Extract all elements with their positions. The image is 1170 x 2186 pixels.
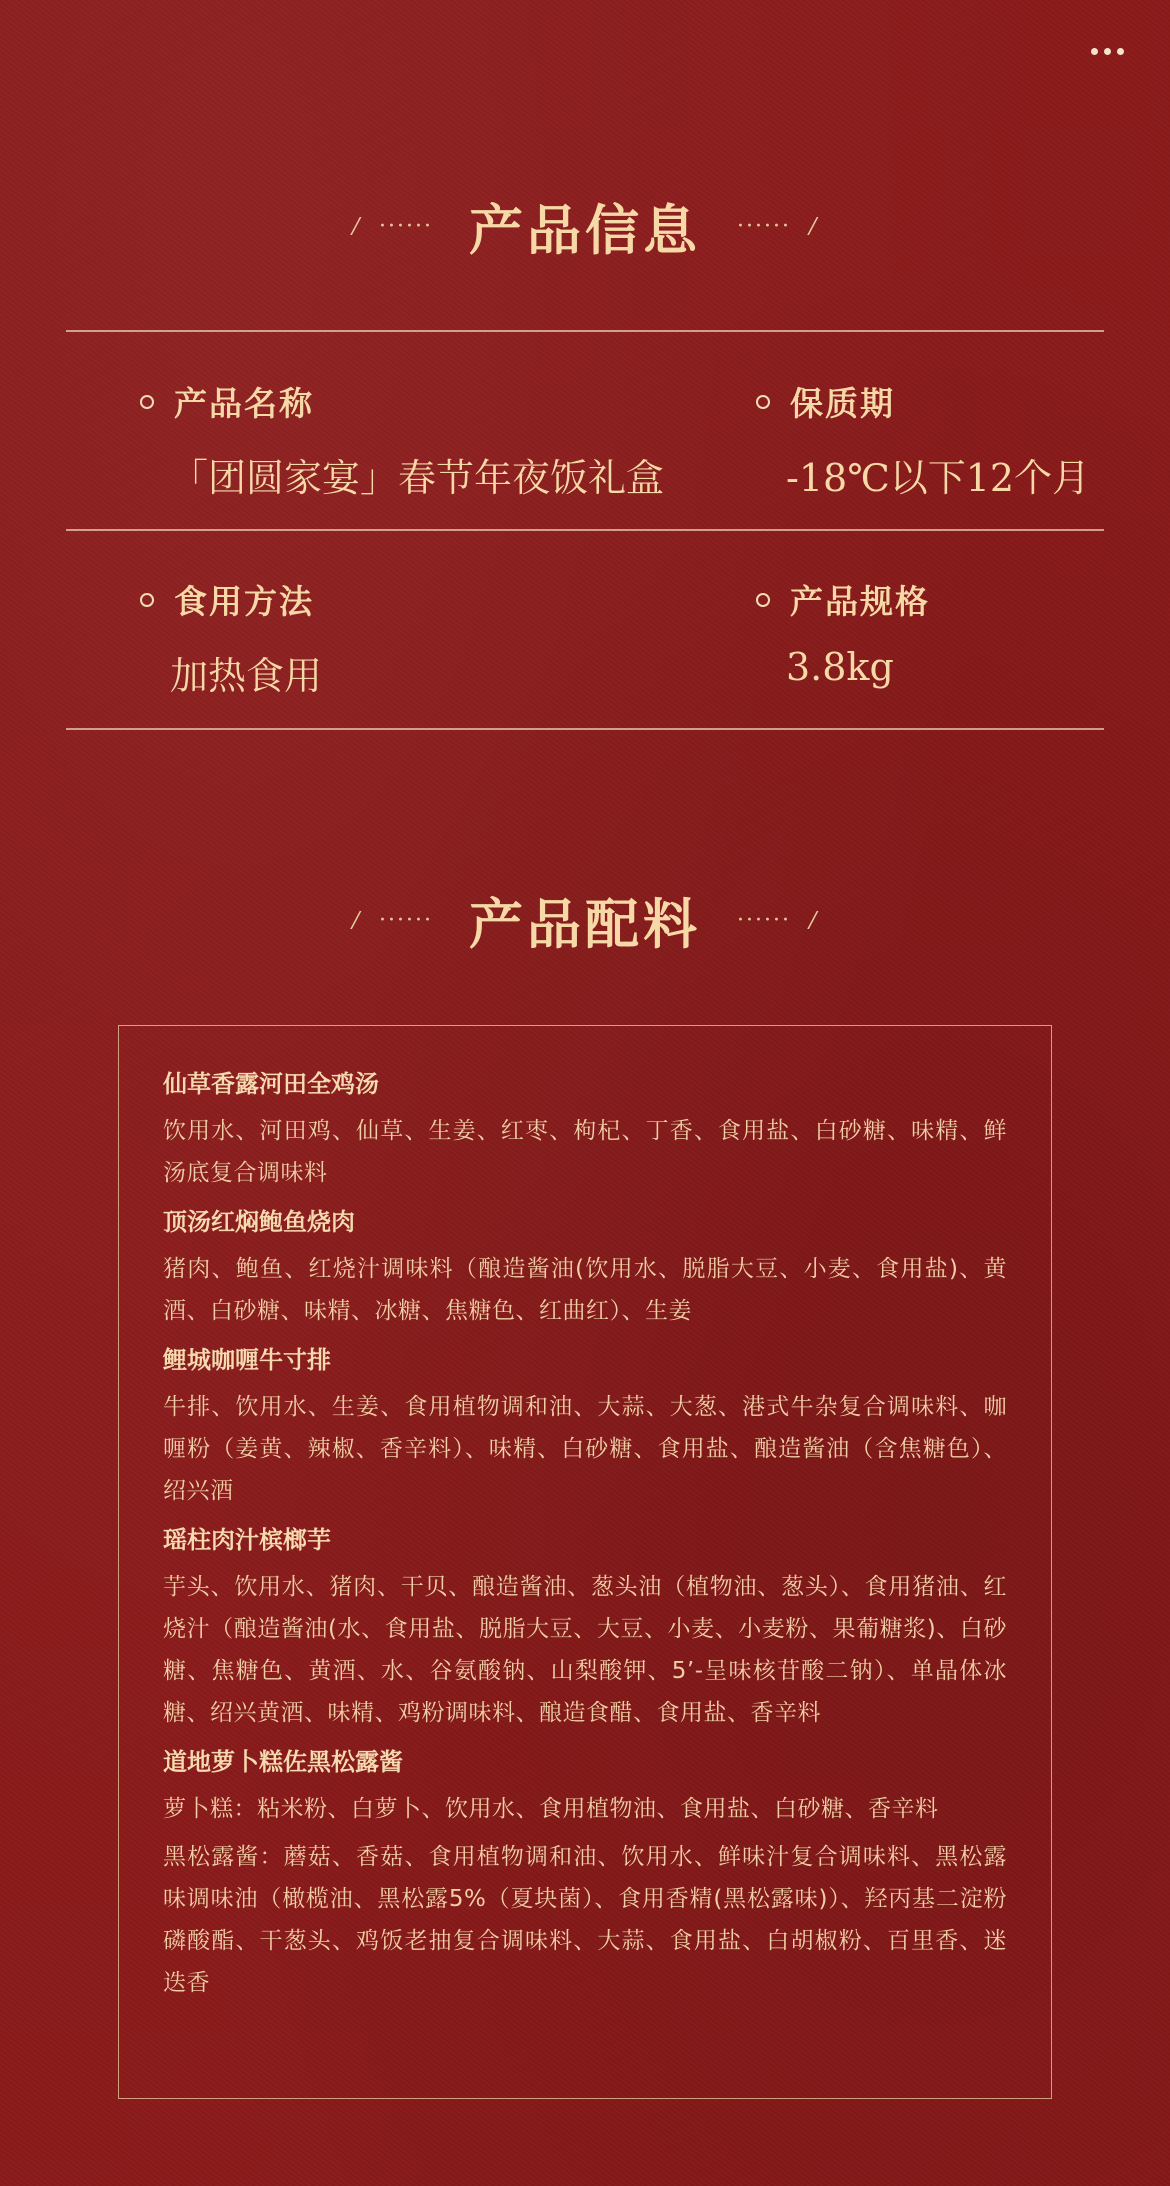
dish-name: 瑶柱肉汁槟榔芋 <box>163 1525 331 1554</box>
dish-name: 仙草香露河田全鸡汤 <box>163 1069 379 1098</box>
field-value: -18℃以下12个月 <box>786 456 1091 500</box>
divider <box>66 330 1104 332</box>
ingredients-box <box>118 1025 1052 2099</box>
title-decoration-left: / ······ <box>348 214 433 239</box>
field-product-name <box>140 378 664 502</box>
field-label: 产品名称 <box>174 384 314 423</box>
dish-ingredients: 黑松露酱：蘑菇、香菇、食用植物调和油、饮用水、鲜味汁复合调味料、黑松露味调味油（橄榄油、黑松露5%（夏块菌）、食用香精(黑松露味)）、羟丙基二淀粉磷酸酯、干葱头、鸡饭老抽复合调味料、大蒜、食用盐、白胡椒粉、百里香、迷迭香 <box>163 1844 1007 1996</box>
ingredients-section-header <box>0 882 1170 959</box>
dish-name: 鲤城咖喱牛寸排 <box>163 1345 331 1374</box>
field-value: 「团圆家宴」春节年夜饭礼盒 <box>170 456 665 500</box>
field-value: 加热食用 <box>170 654 323 698</box>
dish-name: 顶汤红焖鲍鱼烧肉 <box>163 1207 355 1236</box>
field-spec <box>756 576 930 689</box>
bullet-icon <box>756 593 770 607</box>
bullet-icon <box>756 395 770 409</box>
dish-name: 道地萝卜糕佐黑松露酱 <box>163 1747 403 1776</box>
bullet-icon <box>140 593 154 607</box>
field-label: 食用方法 <box>174 582 314 621</box>
field-label: 产品规格 <box>790 582 930 621</box>
dish-ingredients: 牛排、饮用水、生姜、食用植物调和油、大蒜、大葱、港式牛杂复合调味料、咖喱粉（姜黄、辣椒、香辛料）、味精、白砂糖、食用盐、酿造酱油（含焦糖色）、绍兴酒 <box>163 1394 1007 1504</box>
field-label: 保质期 <box>790 384 895 423</box>
field-shelf-life <box>756 378 1090 502</box>
dish-ingredients: 饮用水、河田鸡、仙草、生姜、红枣、枸杞、丁香、食用盐、白砂糖、味精、鲜汤底复合调味料 <box>163 1118 1007 1186</box>
dish-ingredients: 萝卜糕：粘米粉、白萝卜、饮用水、食用植物油、食用盐、白砂糖、香辛料 <box>163 1796 939 1822</box>
field-value: 3.8kg <box>786 645 894 689</box>
dish-ingredients: 猪肉、鲍鱼、红烧汁调味料（酿造酱油(饮用水、脱脂大豆、小麦、食用盐)、黄酒、白砂糖、味精、冰糖、焦糖色、红曲红）、生姜 <box>163 1256 1007 1324</box>
ingredients-section-title: 产品配料 <box>469 892 701 956</box>
title-decoration-right: ······ / <box>737 214 822 239</box>
ellipsis-icon <box>1091 48 1098 55</box>
divider <box>66 728 1104 730</box>
info-section-title: 产品信息 <box>469 198 701 262</box>
more-options-button[interactable] <box>1091 48 1124 55</box>
dish-ingredients: 芋头、饮用水、猪肉、干贝、酿造酱油、葱头油（植物油、葱头）、食用猪油、红烧汁（酿造酱油(水、食用盐、脱脂大豆、大豆、小麦、小麦粉、果葡糖浆)、白砂糖、焦糖色、黄酒、水、谷氨酸钠、山梨酸钾、5’-呈味核苷酸二钠）、单晶体冰糖、绍兴黄酒、味精、鸡粉调味料、酿造食醋、食用盐、香辛料 <box>163 1574 1007 1726</box>
title-decoration-left: / ······ <box>348 908 433 933</box>
field-usage <box>140 576 322 700</box>
title-decoration-right: ······ / <box>737 908 822 933</box>
divider <box>66 529 1104 531</box>
info-section-header <box>0 188 1170 265</box>
bullet-icon <box>140 395 154 409</box>
